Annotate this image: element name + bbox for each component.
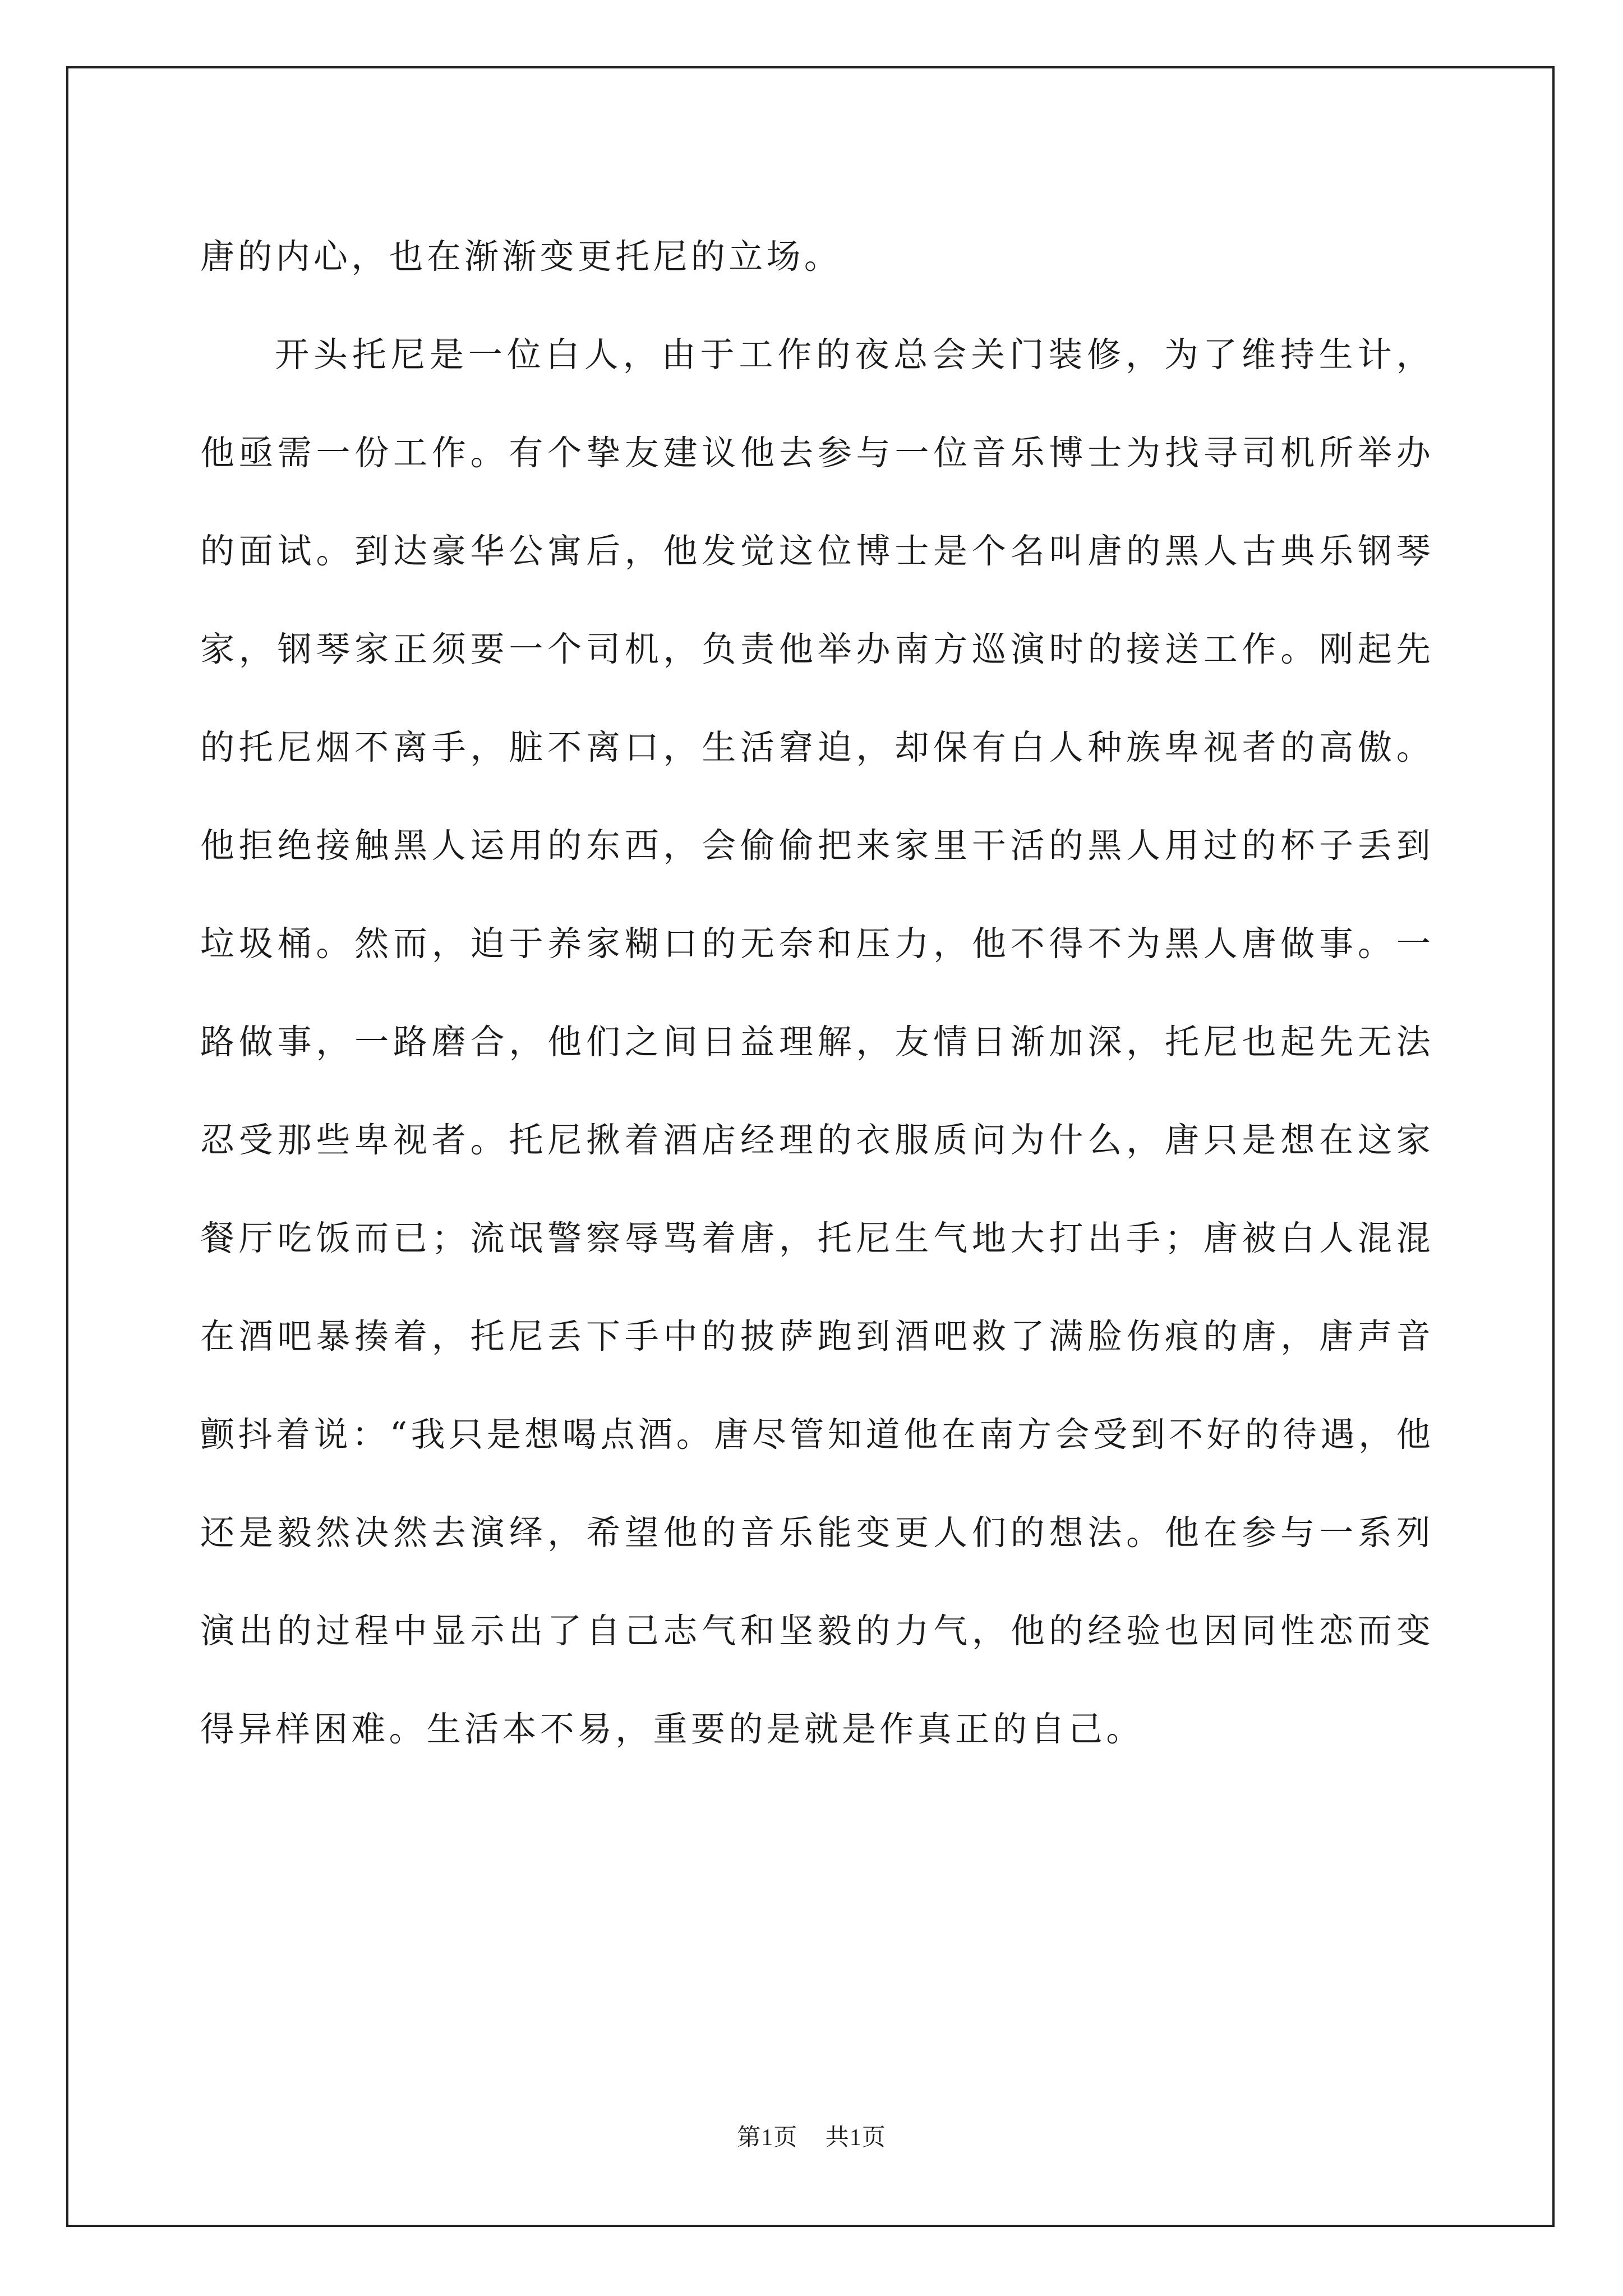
page-number: 第1页 (737, 2125, 798, 2151)
page-footer (0, 2124, 1623, 2152)
page-total: 共1页 (825, 2125, 886, 2151)
paragraph-main: 开头托尼是一位白人，由于工作的夜总会关门装修，为了维持生计，他亟需一份工作。有个挚友建议他去参与一位音乐博士为找寻司机所举办的面试。到达豪华公寓后，他发觉这位博士是个名叫唐的黑人古典乐钢琴家，钢琴家正须要一个司机，负责他举办南方巡演时的接送工作。刚起先的托尼烟不离手，脏不离口，生活窘迫，却保有白人种族卑视者的高傲。他拒绝接触黑人运用的东西，会偷偷把来家里干活的黑人用过的杯子丢到垃圾桶。然而，迫于养家糊口的无奈和压力，他不得不为黑人唐做事。一路做事，一路磨合，他们之间日益理解，友情日渐加深，托尼也起先无法忍受那些卑视者。托尼揪着酒店经理的衣服质问为什么，唐只是想在这家餐厅吃饭而已；流氓警察辱骂着唐，托尼生气地大打出手；唐被白人混混在酒吧暴揍着，托尼丢下手中的披萨跑到酒吧救了满脸伤痕的唐，唐声音颤抖着说：“我只是想喝点酒。唐尽管知道他在南方会受到不好的待遇，他还是毅然决然去演绎，希望他的音乐能变更人们的想法。他在参与一系列演出的过程中显示出了自己志气和坚毅的力气，他的经验也因同性恋而变得异样困难。生活本不易，重要的是就是作真正的自己。 (200, 335, 1434, 1749)
paragraph-continuation: 唐的内心，也在渐渐变更托尼的立场。 (200, 237, 842, 277)
document-body (200, 208, 1434, 1778)
